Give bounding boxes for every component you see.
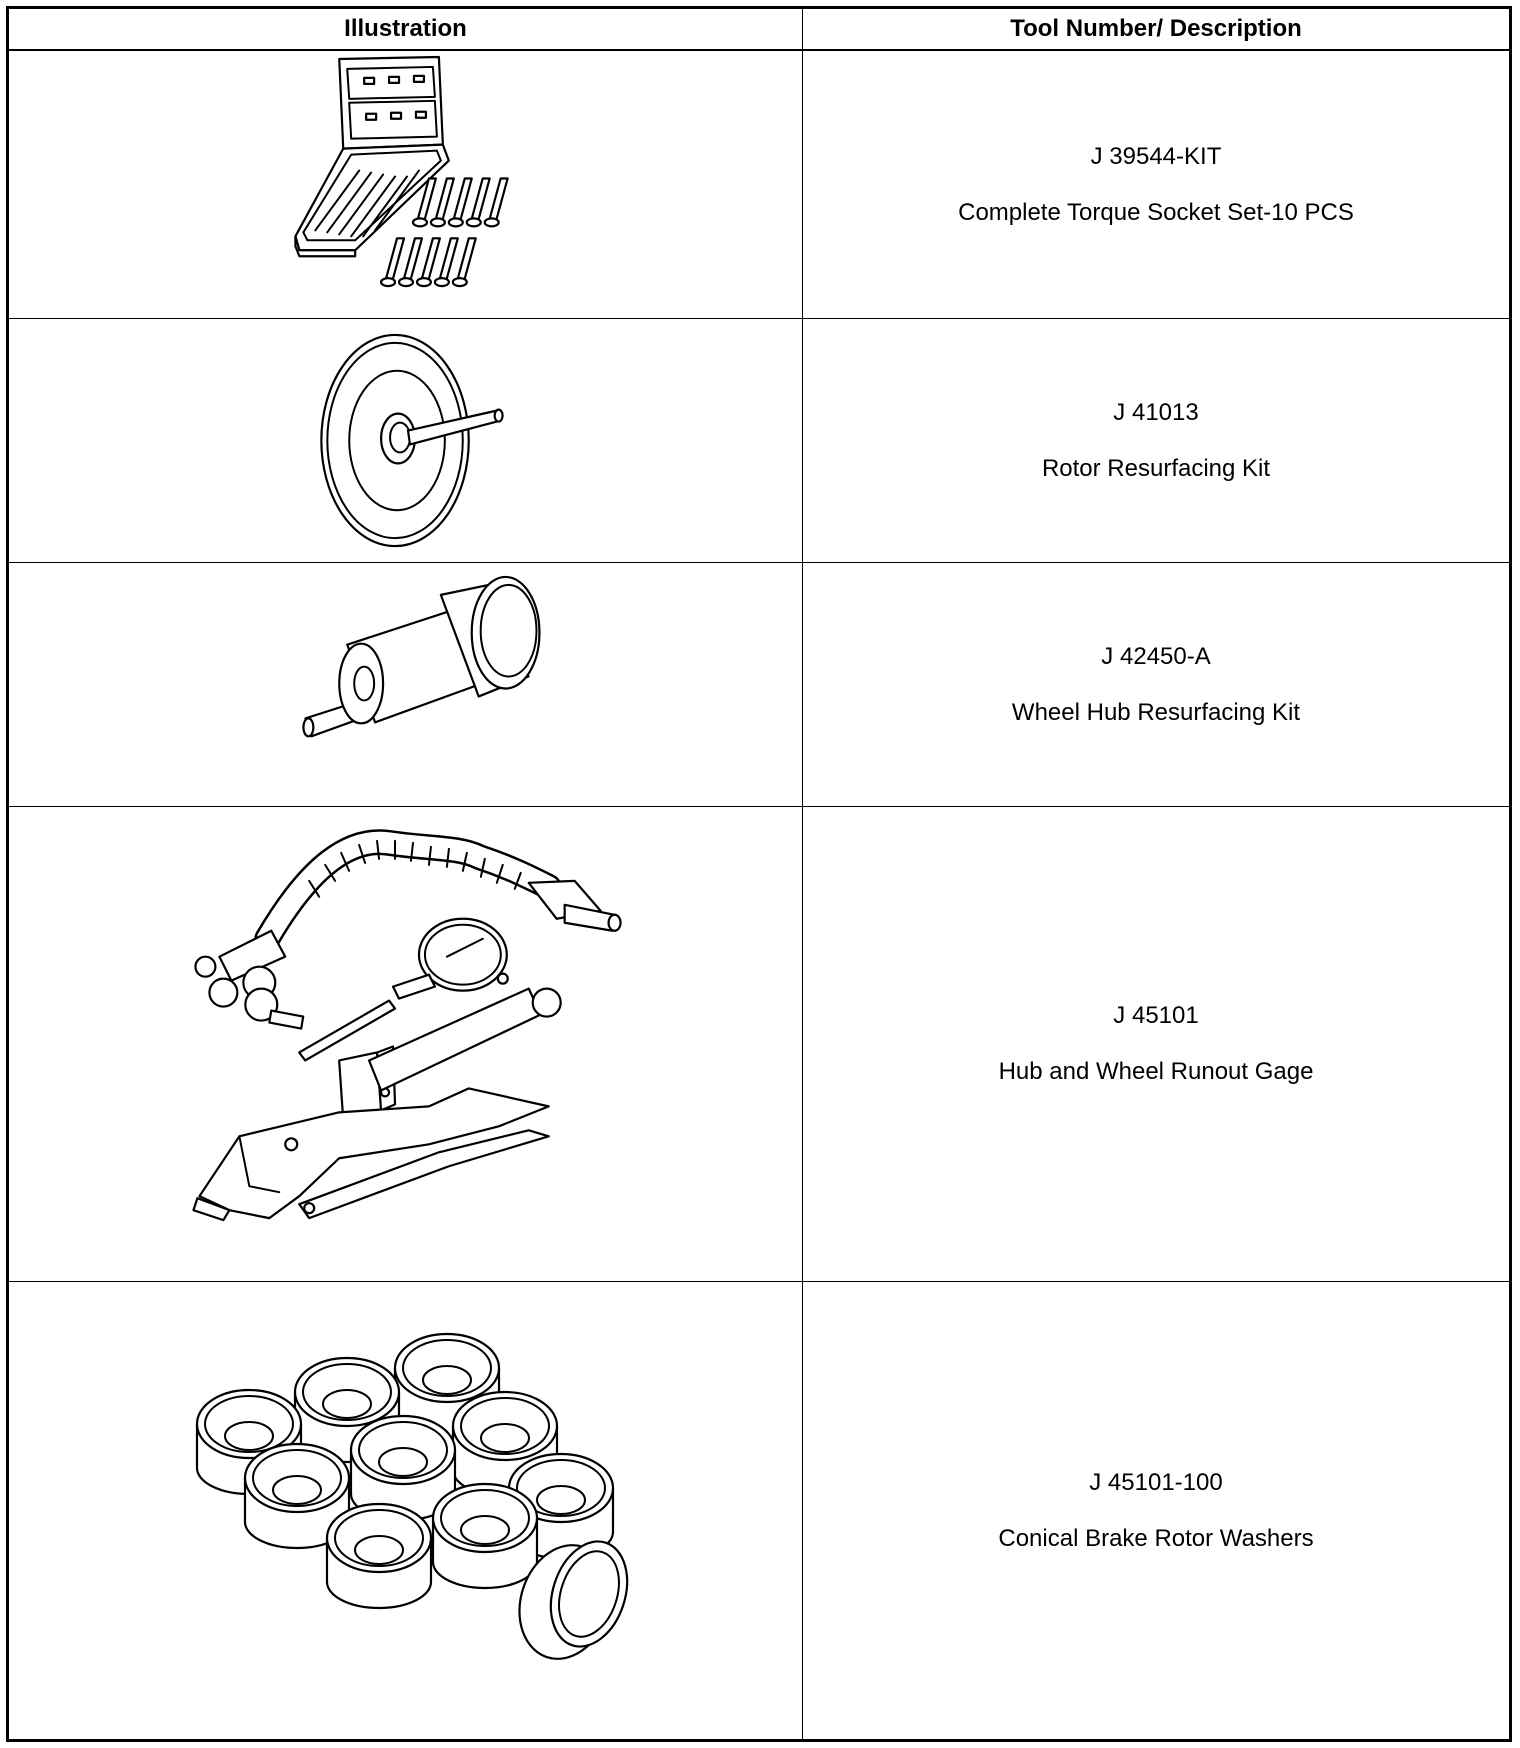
table-header xyxy=(9,9,1509,51)
tool-description: Conical Brake Rotor Washers xyxy=(998,1524,1314,1552)
table-row xyxy=(9,1282,1509,1739)
rotor-resurfacing-kit-icon xyxy=(9,319,802,562)
table-row xyxy=(9,319,1509,563)
table-row xyxy=(9,563,1509,807)
table-row xyxy=(9,51,1509,319)
tool-number: J 45101 xyxy=(1113,1002,1199,1029)
tool-description: Complete Torque Socket Set-10 PCS xyxy=(958,198,1354,226)
washer-ring xyxy=(433,1484,537,1588)
tool-description: Rotor Resurfacing Kit xyxy=(1041,454,1271,482)
tool-description-cell xyxy=(803,807,1509,1281)
header-tool-description: Tool Number/ Description xyxy=(1010,15,1302,42)
wheel-hub-resurfacing-kit-icon xyxy=(9,563,802,806)
runout-gage-icon xyxy=(9,807,802,1281)
tool-number: J 41013 xyxy=(1113,398,1199,426)
tool-description-cell xyxy=(803,563,1509,806)
tool-description-cell xyxy=(803,1282,1509,1739)
tool-table xyxy=(6,6,1512,1742)
washer-ring xyxy=(327,1504,431,1608)
header-illustration: Illustration xyxy=(344,15,467,42)
tool-number: J 45101-100 xyxy=(1089,1468,1223,1496)
tool-number: J 39544-KIT xyxy=(1090,142,1222,170)
tool-description-cell xyxy=(803,51,1509,318)
tool-number: J 42450-A xyxy=(1101,642,1211,670)
tool-description: Hub and Wheel Runout Gage xyxy=(998,1058,1314,1085)
rotor-washers-icon xyxy=(9,1282,802,1739)
table-row xyxy=(9,807,1509,1282)
torque-socket-set-icon xyxy=(9,51,802,318)
tool-description-cell xyxy=(803,319,1509,562)
tool-description: Wheel Hub Resurfacing Kit xyxy=(1011,698,1301,726)
